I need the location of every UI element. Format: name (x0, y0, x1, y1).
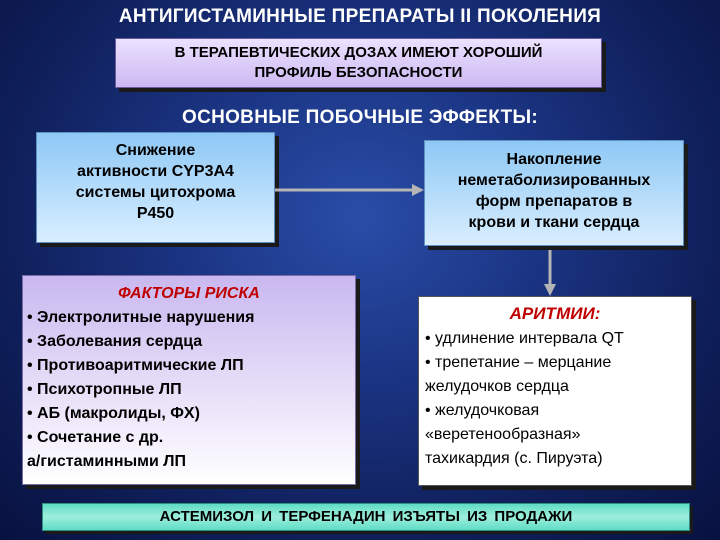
arrhythmia-item: • трепетание – мерцание (425, 354, 612, 371)
accumulation-line: неметаболизированных (457, 172, 651, 189)
risk-factor-item: • Заболевания сердца (27, 333, 203, 350)
cyp-line: активности CYP3A4 (77, 163, 234, 180)
accumulation-line: Накопление (506, 151, 602, 168)
risk-factor-item: • Психотропные ЛП (27, 381, 182, 398)
cyp-line: Р450 (136, 205, 175, 222)
risk-factor-item: а/гистаминными ЛП (27, 453, 186, 470)
page-title: АНТИГИСТАМИННЫЕ ПРЕПАРАТЫ II ПОКОЛЕНИЯ (118, 6, 602, 27)
safety-line: ПРОФИЛЬ БЕЗОПАСНОСТИ (254, 64, 463, 81)
cyp-line: системы цитохрома (75, 184, 236, 201)
arrhythmia-item: тахикардия (с. Пируэта) (425, 450, 603, 467)
risk-factor-item: • Сочетание с др. (27, 429, 164, 446)
risk-factors-box (22, 275, 356, 485)
withdrawal-banner: АСТЕМИЗОЛ И ТЕРФЕНАДИН ИЗЪЯТЫ ИЗ ПРОДАЖИ (42, 503, 690, 531)
risk-factors-heading: ФАКТОРЫ РИСКА (118, 285, 260, 302)
risk-factor-item: • АБ (макролиды, ФХ) (27, 405, 200, 422)
arrhythmia-item: • удлинение интервала QT (425, 330, 624, 347)
arrhythmia-item: • желудочковая (425, 402, 540, 419)
side-effects-heading: ОСНОВНЫЕ ПОБОЧНЫЕ ЭФФЕКТЫ: (181, 107, 538, 128)
risk-factor-item: • Электролитные нарушения (27, 309, 255, 326)
risk-factor-item: • Противоаритмические ЛП (27, 357, 244, 374)
safety-profile-box (115, 38, 602, 88)
arrhythmias-heading: АРИТМИИ: (509, 304, 601, 323)
safety-line: В ТЕРАПЕВТИЧЕСКИХ ДОЗАХ ИМЕЮТ ХОРОШИЙ (174, 44, 543, 61)
accumulation-line: форм препаратов в (475, 193, 633, 210)
cyp-line: Снижение (115, 142, 196, 159)
arrhythmias-box (418, 296, 692, 486)
arrhythmia-item: желудочков сердца (425, 378, 569, 395)
accumulation-box (424, 140, 684, 246)
accumulation-line: крови и ткани сердца (468, 214, 640, 231)
arrhythmia-item: «веретенообразная» (425, 426, 581, 443)
cyp3a4-box (36, 132, 275, 243)
